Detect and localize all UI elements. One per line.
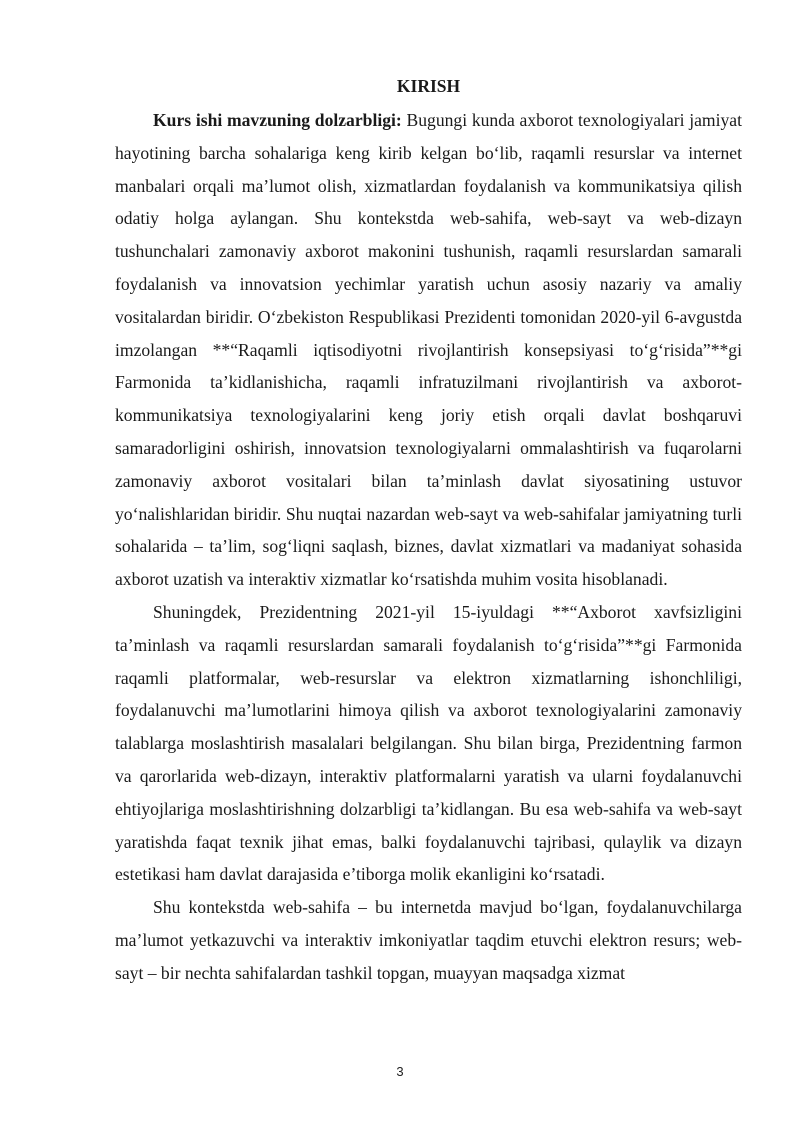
paragraph-decree [115, 596, 742, 891]
page-number: 3 [396, 1064, 404, 1079]
paragraph-lead: Kurs ishi mavzuning dolzarbligi: [153, 110, 402, 130]
paragraph-text: Bugungi kunda axborot texnologiyalari jamiyat hayotining barcha sohalariga keng kirib kelgan bo‘lib, raqamli resurslar va internet manbalari orqali ma’lumot olish, xizmatlardan foydalanish va kommunikatsiya qilish odatiy holga aylangan. Shu kontekstda web-sahifa, web-sayt va web-dizayn tushunchalari zamonaviy axborot makonini tushunish, raqamli resurslardan samarali foydalanish va innovatsion yechimlar yaratish uchun asosiy nazariy va amaliy vositalardan biridir. O‘zbekiston Respublikasi Prezidenti tomonidan 2020-yil 6-avgustda imzolangan **“Raqamli iqtisodiyotni rivojlantirish konsepsiyasi to‘g‘risida”**gi Farmonida ta’kidlanishicha, raqamli infratuzilmani rivojlantirish va axborot-kommunikatsiya texnologiyalarini keng joriy etish orqali davlat boshqaruvi samaradorligini oshirish, innovatsion texnologiyalarni ommalashtirish va fuqarolarni zamonaviy axborot vositalari bilan ta’minlash davlat siyosatining ustuvor yo‘nalishlaridan biridir. Shu nuqtai nazardan web-sayt va web-sahifalar jamiyatning turli sohalarida – ta’lim, sog‘liqni saqlash, biznes, davlat xizmatlari va madaniyat sohasida axborot uzatish va interaktiv xizmatlar ko‘rsatishda muhim vosita hisoblanadi. [115, 110, 742, 590]
paragraph-text: Shuningdek, Prezidentning 2021-yil 15-iyuldagi **“Axborot xavfsizligini ta’minlash va raqamli resurslardan samarali foydalanish to‘g‘risida”**gi Farmonida raqamli platformalar, web-resurslar va elektron xizmatlarning ishonchliligi, foydalanuvchi ma’lumotlarini himoya qilish va axborot texnologiyalarini zamonaviy talablarga moslashtirish masalalari belgilangan. Shu bilan birga, Prezidentning farmon va qarorlarida web-dizayn, interaktiv platformalarni yaratish va ularni foydalanuvchi ehtiyojlariga moslashtirishning dolzarbligi ta’kidlangan. Bu esa web-sahifa va web-sayt yaratishda faqat texnik jihat emas, balki foydalanuvchi tajribasi, qulaylik va dizayn estetikasi ham davlat darajasida e’tiborga molik ekanligini ko‘rsatadi. [115, 601, 742, 885]
paragraph-text: Shu kontekstda web-sahifa – bu internetda mavjud bo‘lgan, foydalanuvchilarga ma’lumot yetkazuvchi va interaktiv imkoniyatlar taqdim etuvchi elektron resurs; web-sayt – bir nechta sahifalardan tashkil topgan, muayyan maqsadga xizmat [115, 897, 742, 983]
document-page [115, 74, 742, 990]
section-heading: KIRISH [396, 76, 461, 96]
paragraph-relevance [115, 104, 742, 596]
paragraph-context [115, 891, 742, 989]
